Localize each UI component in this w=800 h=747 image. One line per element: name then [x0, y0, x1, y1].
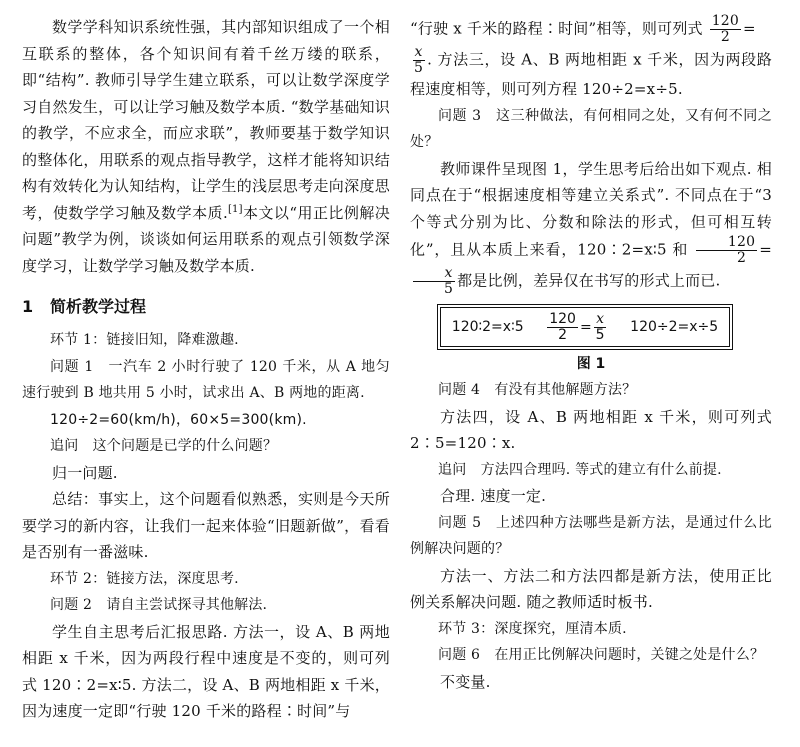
question-6: 问题 6 在用正比例解决问题时，关键之处是什么？ [438, 647, 765, 663]
figure-fraction-equation [545, 312, 608, 343]
frac-numerator: 120 [696, 235, 757, 251]
follow-up-1: 追问 这个问题是已学的什么问题？ [50, 438, 278, 454]
equals-sign: = [579, 319, 592, 335]
frac-denominator: 2 [737, 250, 747, 266]
question-1: 问题 1 一汽车 2 小时行驶了 120 千米，从 A 地匀速行驶到 B 地共用 5 小时，试求出 A、B 两地的距离. [22, 358, 390, 401]
right-column [410, 14, 772, 695]
figure-ratio-equation: 120∶2=x∶5 [451, 319, 524, 335]
equals-sign: = [743, 19, 756, 38]
section-heading [22, 295, 390, 319]
answer-1: 归一问题. [52, 463, 118, 482]
equals-sign: = [759, 240, 773, 259]
section-number: 1 [22, 297, 34, 316]
var-x: x [414, 44, 423, 60]
methods-paragraph: 学生自主思考后汇报思路. 方法一，设 A、B 两地相距 x 千米，因为两段行程中速度是不变的，则可列式 120∶2=x∶5. 方法二，设 A、B 两地相距 x 千米，因为速度一定即“行驶 120 千米的路程∶时间”与 [22, 622, 390, 720]
intro-tail: 本文以“用正比例解决问题”教学为例，谈谈如何运用联系的观点引领数学深度学习，让数学学习触及数学本质. [22, 203, 390, 275]
question-3: 问题 3 这三种做法，有何相同之处，又有何不同之处？ [410, 107, 772, 150]
frac-numerator [413, 45, 425, 61]
method-three-text: . 方法三，设 A、B 两地相距 x 千米，因为两段路程速度相等，则可列方程 120÷2=x÷5. [410, 50, 772, 98]
left-column [22, 14, 390, 725]
answer-5: 方法一、方法二和方法四都是新方法，使用正比例关系解决问题. 随之教师适时板书. [410, 566, 772, 611]
answer-6: 不变量. [440, 672, 491, 691]
fraction-x-over-5 [412, 45, 425, 76]
frac-denominator: 2 [558, 326, 568, 343]
var-x: x [596, 310, 605, 327]
comparison-paragraph [410, 156, 772, 298]
var-x: x [444, 265, 453, 281]
frac-denominator: 5 [595, 326, 605, 343]
figure-caption: 图 1 [576, 356, 606, 372]
question-5: 问题 5 上述四种方法哪些是新方法，是通过什么比例解决问题的？ [410, 514, 772, 557]
summary-paragraph: 总结：事实上，这个问题看似熟悉，实则是今天所要学习的新内容，让我们一起来体验“旧题新做”，看看是否别有一番滋味. [22, 490, 390, 561]
question-2: 问题 2 请自主尝试探寻其他解法. [50, 597, 268, 613]
section-title: 简析教学过程 [50, 297, 147, 316]
comparison-tail: 都是比例，差异仅在书写的形式上而已. [457, 271, 721, 290]
fraction-x-over-5-b [412, 266, 455, 297]
follow-up-2: 追问 方法四合理吗. 等式的建立有什么前提. [438, 461, 722, 478]
intro-text: 数学学科知识系统性强，其内部知识组成了一个相互联系的整体，各个知识间有着千丝万缕的联系，即“结构”. 教师引导学生建立联系，可以让数学深度学习自然发生，可以让学习触及数学本质. “数学基础知识的教学，不应求全，而应求联”，教师要基于数学知识的整体化，用联系的观点指导教学，这样才能将知识结构有效转化为认知结构，让学生的浅层思考走向深度思考，使数学学习触及数学本质. [22, 18, 390, 222]
method-two-text: “行驶 x 千米的路程∶时间”相等，则可列式 [410, 19, 703, 38]
method-continuation [410, 14, 772, 103]
figure-division-equation: 120÷2=x÷5 [630, 319, 719, 335]
question-1-solution: 120÷2=60(km/h)，60×5=300(km). [50, 411, 307, 428]
frac-denominator: 5 [414, 60, 424, 76]
frac-numerator [413, 266, 455, 282]
answer-2: 合理. 速度一定. [440, 487, 547, 505]
figure-1-box [440, 307, 730, 347]
stage-1-heading: 环节 1：链接旧知，降难激趣. [50, 332, 239, 348]
fraction-120-over-2 [710, 14, 741, 45]
figure-fraction-x-over-5 [594, 312, 607, 343]
figure-fraction-120-over-2 [547, 312, 578, 343]
fraction-120-over-2-b [696, 235, 757, 266]
stage-2-heading: 环节 2：链接方法，深度思考. [50, 570, 239, 587]
frac-numerator [594, 312, 606, 328]
frac-numerator: 120 [549, 310, 576, 327]
method-four: 方法四，设 A、B 两地相距 x 千米，则可列式 2∶5=120∶x. [410, 407, 772, 452]
stage-3-heading: 环节 3：深度探究，厘清本质. [438, 620, 627, 637]
frac-numerator: 120 [711, 13, 740, 29]
intro-paragraph [22, 14, 390, 279]
citation-ref: [1] [227, 203, 243, 215]
question-4: 问题 4 有没有其他解题方法？ [438, 382, 637, 398]
comparison-text: 教师课件呈现图 1，学生思考后给出如下观点. 相同点在于“根据速度相等建立关系式”. 不同点在于“3 个等式分别为比、分数和除法的形式，但可相互转化”，且从本质上来看，120∶2=x∶5 和 [410, 159, 772, 259]
frac-denominator: 2 [720, 29, 730, 45]
frac-denominator: 5 [444, 281, 454, 297]
